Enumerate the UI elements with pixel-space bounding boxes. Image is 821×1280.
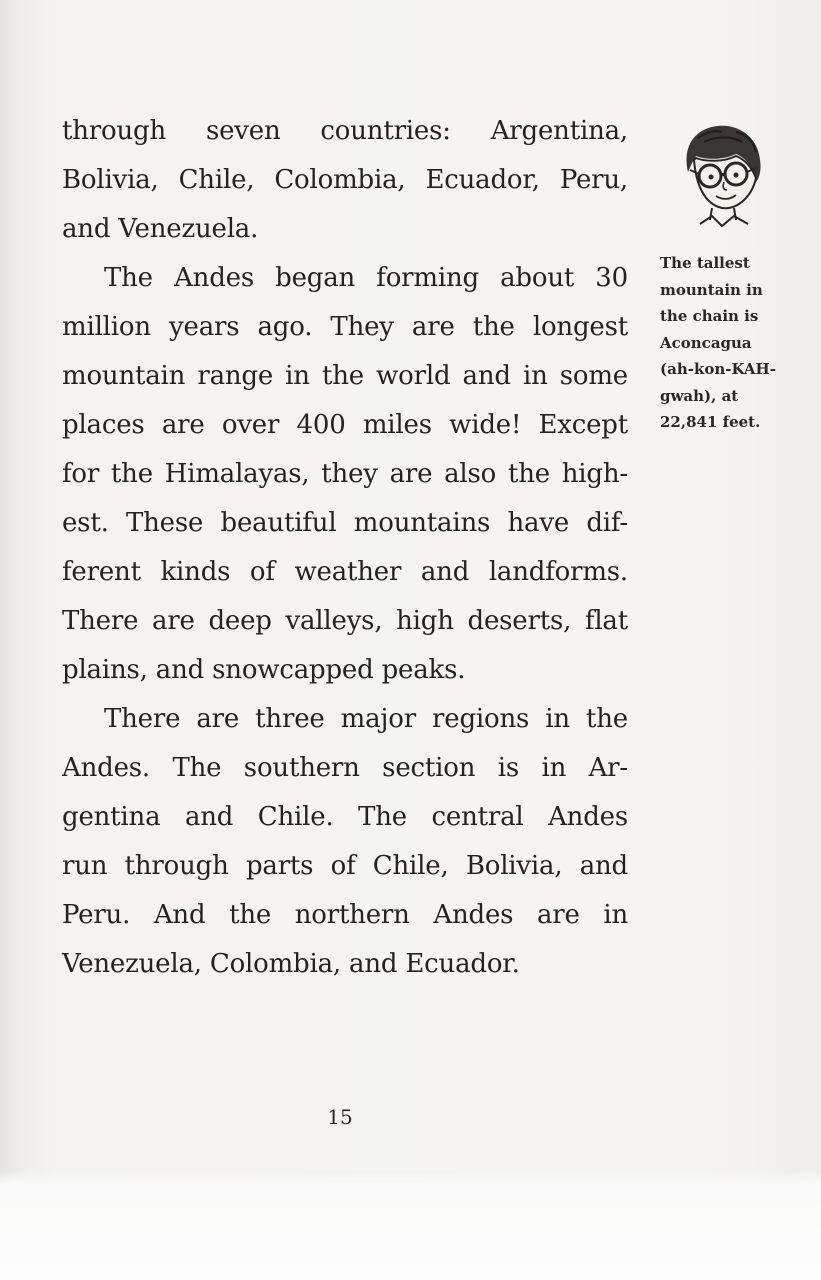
text-line: Bolivia, Chile, Colombia, Ecuador, Peru, bbox=[62, 165, 628, 195]
text-line: Peru. And the northern Andes are in bbox=[62, 900, 628, 930]
text-line: million years ago. They are the longest bbox=[62, 312, 628, 342]
text-line: through seven countries: Argentina, bbox=[62, 116, 628, 146]
main-text bbox=[62, 107, 628, 989]
text-line: places are over 400 miles wide! Except bbox=[62, 410, 628, 440]
text-line: ferent kinds of weather and landforms. bbox=[62, 557, 628, 587]
text-line: run through parts of Chile, Bolivia, and bbox=[62, 851, 628, 881]
sidebar-line: Aconcagua bbox=[660, 333, 752, 352]
page-number: 15 bbox=[327, 1105, 353, 1129]
text-line: mountain range in the world and in some bbox=[62, 361, 628, 391]
sidebar-line: the chain is bbox=[660, 307, 759, 325]
text-line: gentina and Chile. The central Andes bbox=[62, 802, 628, 832]
sidebar-line: The tallest bbox=[660, 254, 750, 272]
text-line: plains, and snowcapped peaks. bbox=[62, 655, 466, 685]
text-line: Andes. The southern section is in Ar- bbox=[62, 753, 628, 783]
page-bottom-margin bbox=[0, 1170, 821, 1280]
text-line: for the Himalayas, they are also the high- bbox=[62, 459, 628, 489]
sidebar-line: mountain in bbox=[660, 280, 763, 299]
text-line: There are deep valleys, high deserts, flat bbox=[62, 606, 628, 636]
text-line: and Venezuela. bbox=[62, 214, 259, 244]
text-line: The Andes began forming about 30 bbox=[104, 263, 628, 293]
text-line: There are three major regions in the bbox=[104, 704, 628, 734]
sidebar-line: (ah-kon-KAH- bbox=[660, 360, 776, 378]
sidebar-fact bbox=[660, 250, 800, 436]
text-line: Venezuela, Colombia, and Ecuador. bbox=[62, 949, 520, 979]
text-line: est. These beautiful mountains have dif- bbox=[62, 508, 628, 538]
sidebar-line: gwah), at bbox=[660, 386, 739, 405]
sidebar-line: 22,841 feet. bbox=[660, 413, 761, 431]
character-portrait-icon bbox=[676, 120, 768, 232]
